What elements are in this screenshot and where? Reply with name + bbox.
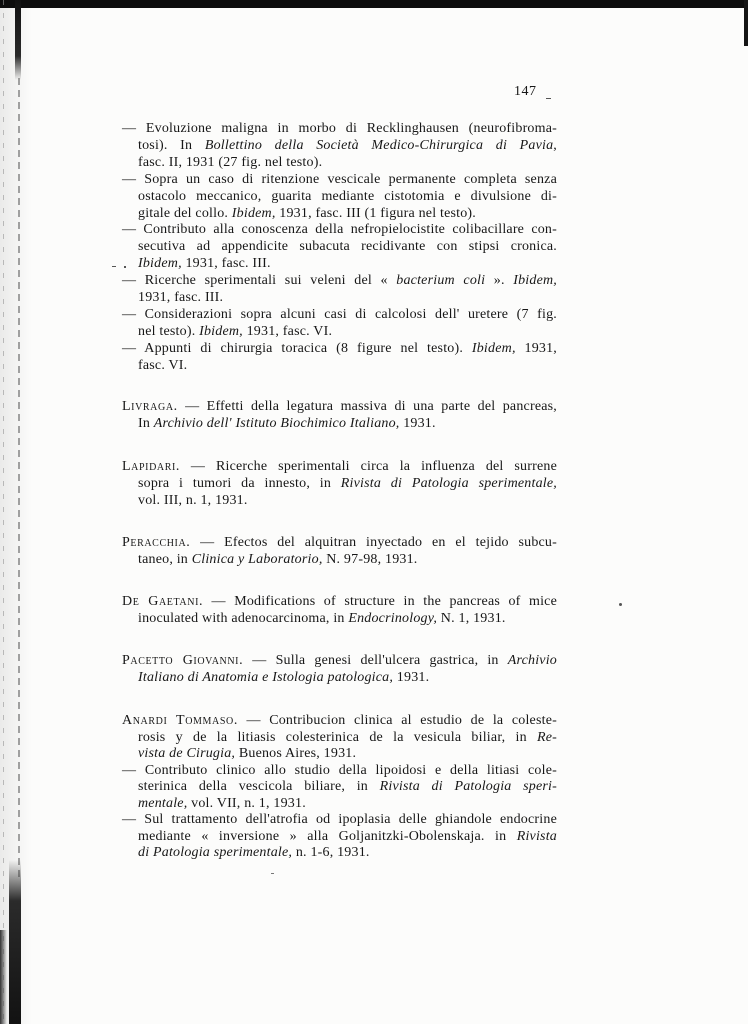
scan-edge-left <box>9 860 21 1024</box>
entry-text: — Contributo alla conoscenza della nefropielocistite colibacillare con- <box>122 222 557 238</box>
entry-text: , <box>553 137 557 153</box>
entry-text: ostacolo meccanico, guarita mediante cistotomia e divulsione di- <box>138 188 557 204</box>
text-line <box>122 812 557 829</box>
entry-text: 1931, fasc. III (1 figura nel testo). <box>275 205 476 221</box>
text-line <box>122 273 557 290</box>
bibliography-entry <box>122 222 557 273</box>
page-number: 147 <box>514 84 537 99</box>
entry-text: sopra i tumori da innesto, in <box>138 475 341 491</box>
italic-text: mentale, <box>138 795 188 811</box>
entry-text: inoculated with adenocarcinoma, in <box>138 610 349 626</box>
entry-text: nel testo). <box>138 323 200 339</box>
bibliography-entry <box>122 399 557 433</box>
text-line <box>122 670 557 687</box>
entry-text: — Ricerche sperimentali sui veleni del « <box>122 273 397 289</box>
italic-text: Archivio <box>507 653 558 668</box>
text-line <box>122 239 557 256</box>
author-name: De Gaetani. <box>122 594 204 609</box>
text-line <box>122 476 557 493</box>
italic-text: Italiano di Anatomia e Istologia patologica, <box>138 669 394 685</box>
entry-text: — Considerazioni sopra alcuni casi di calcolosi dell' uretere (7 fig. <box>122 306 557 322</box>
text-line <box>122 358 557 375</box>
scan-speck <box>546 98 551 99</box>
entry-text: — Sopra un caso di ritenzione vescicale permanente completa senza <box>122 171 557 187</box>
italic-text: Endocrinology, <box>348 610 438 626</box>
text-line <box>122 155 557 172</box>
scan-speck <box>112 266 116 267</box>
scan-edge-left <box>0 930 7 1024</box>
italic-text: Ibidem, <box>513 273 557 289</box>
entry-text: — Sul trattamento dell'atrofia od ipoplasia delle ghiandole endocrine <box>122 812 557 827</box>
bibliography-entry <box>122 713 557 763</box>
entry-text: n. 1-6, 1931. <box>292 845 370 860</box>
text-line <box>122 746 557 763</box>
text-line <box>122 829 557 846</box>
italic-text: di Patologia sperimentale, <box>138 845 293 860</box>
bibliography-entry <box>122 763 557 813</box>
entry-text: secutiva ad appendicite subacuta recidivante con stipsi cronica. <box>138 239 557 255</box>
text-line <box>122 399 557 416</box>
entry-text: ». <box>485 273 514 289</box>
italic-text: Rivista <box>516 828 557 844</box>
entry-text: In <box>138 415 154 431</box>
text-line <box>122 416 557 433</box>
entry-text: Buenos Aires, 1931. <box>235 746 357 761</box>
entry-text: N. 1, 1931. <box>437 610 506 626</box>
entry-text: tosi). In <box>138 137 205 153</box>
text-line <box>122 222 557 239</box>
bibliography-entry <box>122 653 557 687</box>
author-name: Pacetto Giovanni. <box>122 653 244 668</box>
text-line <box>122 594 557 611</box>
text-line <box>122 256 557 273</box>
entry-text: — Modifications of structure in the pancreas of mice <box>203 594 557 609</box>
bibliography-entry <box>122 459 557 509</box>
text-line <box>122 189 557 206</box>
italic-text: bacterium coli <box>396 273 486 289</box>
bibliography-entry <box>122 812 557 862</box>
italic-text: Rivista di Patologia speri- <box>379 779 557 794</box>
entry-text: — Evoluzione maligna in morbo di Recklinghausen (neurofibroma- <box>122 121 557 136</box>
entry-text: vol. VII, n. 1, 1931. <box>187 795 306 811</box>
entry-text: sterinica della vescicola biliare, in <box>138 779 380 794</box>
scan-edge-left <box>3 0 4 1024</box>
bibliography-entry <box>122 273 557 307</box>
author-name: Peracchia. <box>122 535 191 550</box>
text-line <box>122 730 557 747</box>
text-line <box>122 535 557 552</box>
entry-text: 1931. <box>393 669 430 685</box>
entry-text: taneo, in <box>138 551 192 567</box>
entry-text: N. 97-98, 1931. <box>322 551 418 567</box>
italic-text: Ibidem, <box>471 340 516 356</box>
author-name: Lapidari. <box>122 459 181 474</box>
entry-text: rosis y de la litiasis colesterinica de la vesicula biliar, in <box>138 729 537 745</box>
text-line <box>122 845 557 862</box>
text-line <box>122 172 557 189</box>
entry-text: gitale del collo. <box>138 205 232 221</box>
italic-text: Re- <box>536 729 557 745</box>
italic-text: Clinica y Laboratorio, <box>191 551 323 567</box>
bibliography-entry <box>122 121 557 172</box>
bibliography-entry <box>122 535 557 569</box>
text-line <box>122 459 557 476</box>
entry-text: fasc. II, 1931 (27 fig. nel testo). <box>138 154 323 170</box>
text-line <box>122 493 557 510</box>
entry-text: 1931, fasc. VI. <box>242 323 333 339</box>
bibliography-entry <box>122 341 557 375</box>
italic-text: vista de Cirugia, <box>138 746 236 761</box>
bibliography-group <box>122 121 557 375</box>
bibliography-entry <box>122 307 557 341</box>
entry-text: 1931, <box>515 340 557 356</box>
italic-text: Archivio dell' Istituto Biochimico Italiano, <box>153 415 400 431</box>
entry-text: 1931. <box>399 415 436 431</box>
text-line <box>122 552 557 569</box>
text-line <box>122 611 557 628</box>
entry-text: — Contribucion clinica al estudio de la coleste- <box>237 713 557 728</box>
entry-text: 1931, fasc. III. <box>138 290 224 306</box>
author-name: Livraga. <box>122 399 178 414</box>
text-line <box>122 206 557 223</box>
text-line <box>122 653 557 670</box>
text-line <box>122 138 557 155</box>
text-line <box>122 324 557 341</box>
text-line <box>122 121 557 138</box>
entry-text: mediante « inversione » alla Goljanitzki-Obolenskaja. in <box>138 828 517 844</box>
text-line <box>122 290 557 307</box>
text-line <box>122 779 557 796</box>
text-line <box>122 763 557 780</box>
italic-text: Ibidem, <box>138 256 182 272</box>
italic-text: Ibidem, <box>231 205 276 221</box>
entry-text: — Contributo clinico allo studio della lipoidosi e della litiasi cole- <box>122 762 557 778</box>
italic-text: Bollettino della Società Medico-Chirurgica di Pavia <box>204 137 554 153</box>
scan-speck <box>619 603 622 606</box>
entry-text: — Effetti della legatura massiva di una parte del pancreas, <box>177 399 557 414</box>
entry-text: — Efectos del alquitran inyectado en el tejido subcu- <box>190 535 557 550</box>
scan-edge-left <box>18 78 20 878</box>
italic-text: Ibidem, <box>199 323 243 339</box>
bibliography-group <box>122 713 557 862</box>
entry-text: vol. III, n. 1, 1931. <box>138 492 248 508</box>
bibliography-entry <box>122 172 557 223</box>
scan-speck <box>271 873 274 874</box>
entry-text: fasc. VI. <box>138 357 188 373</box>
scan-edge-left <box>15 0 21 80</box>
entry-text: — Ricerche sperimentali circa la influenza del surrene <box>180 459 557 474</box>
text-line <box>122 307 557 324</box>
entry-text: — Appunti di chirurgia toracica (8 figure nel testo). <box>122 340 472 356</box>
author-name: Anardi Tommaso. <box>122 713 238 728</box>
bibliography-entry <box>122 594 557 628</box>
scan-border-top <box>0 0 748 8</box>
italic-text: Rivista di Patologia sperimentale, <box>340 475 557 491</box>
text-line <box>122 796 557 813</box>
scan-border-right <box>744 0 748 46</box>
entry-text: — Sulla genesi dell'ulcera gastrica, in <box>243 653 508 668</box>
text-line <box>122 713 557 730</box>
entry-text: 1931, fasc. III. <box>181 256 271 272</box>
text-line <box>122 341 557 358</box>
